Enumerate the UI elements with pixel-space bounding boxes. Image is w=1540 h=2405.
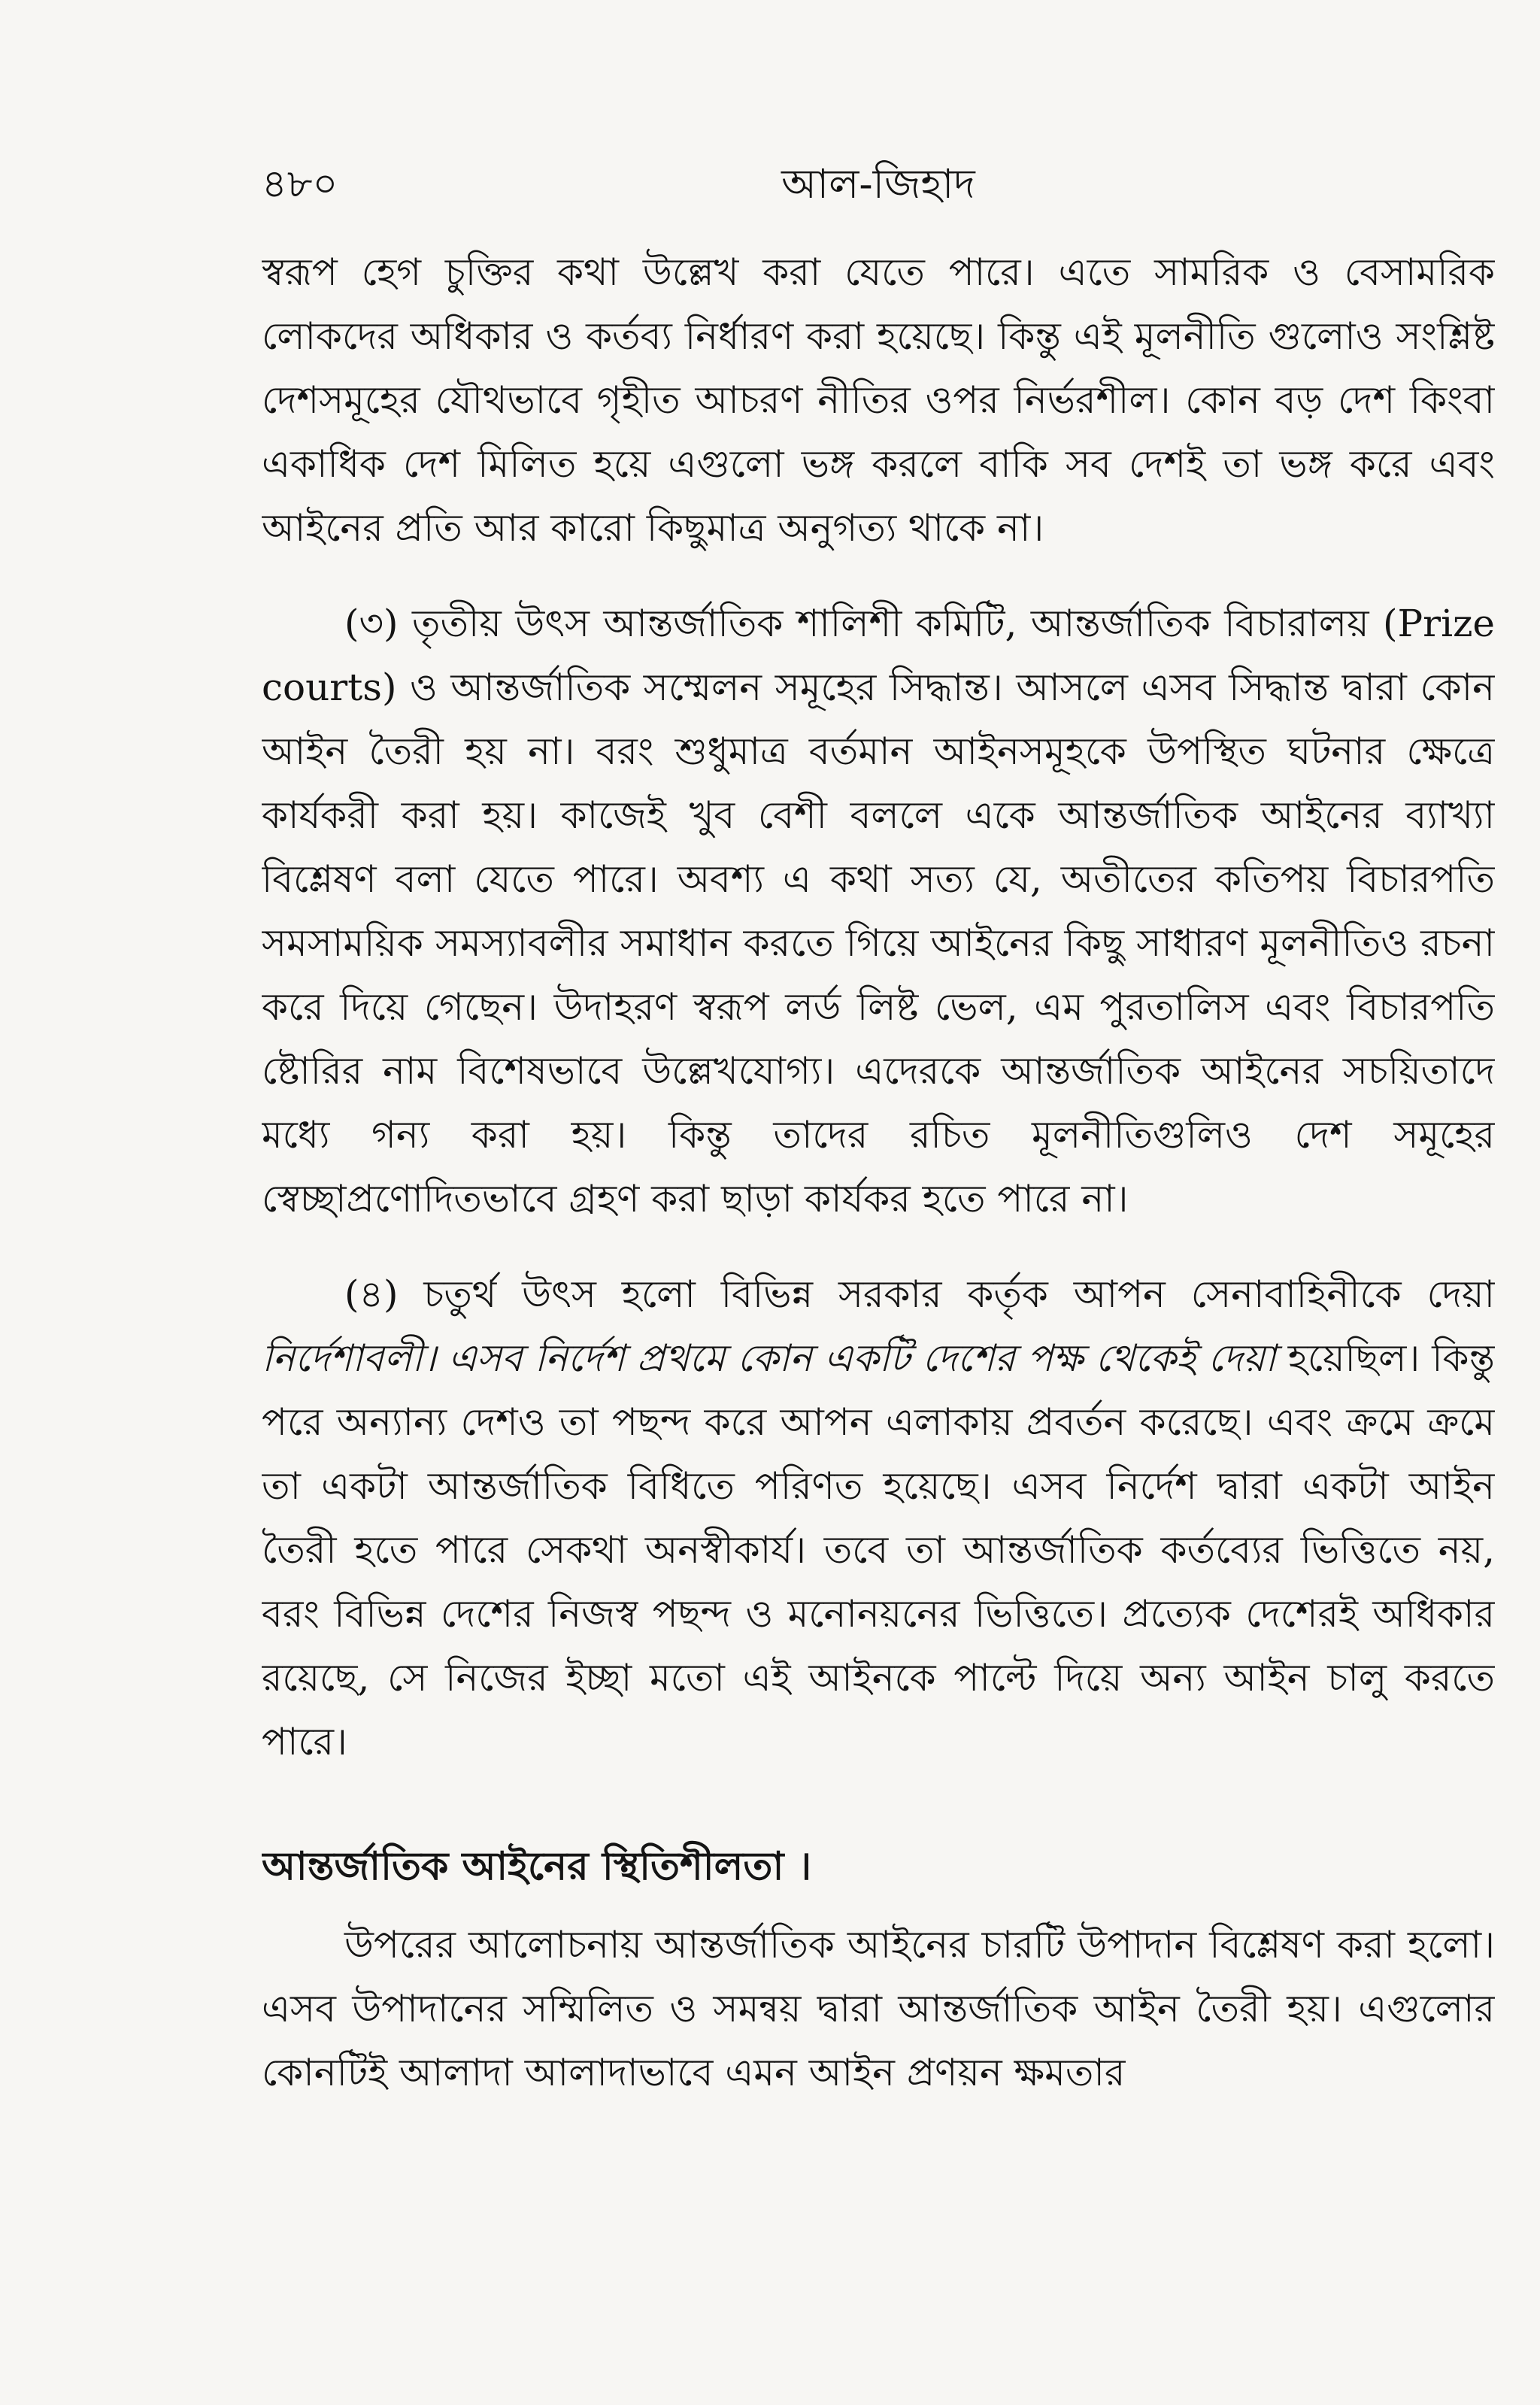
paragraph-fourth-lead: (৪) চতুর্থ উৎস হলো বিভিন্ন সরকার কর্তৃক আপন সেনাবাহিনীকে দেয়া bbox=[344, 1272, 1495, 1316]
running-title: আল-জিহাদ bbox=[781, 160, 975, 208]
paragraph-fourth-source bbox=[262, 1263, 1495, 1774]
page-body bbox=[262, 241, 1495, 2376]
paragraph-third-source: (৩) তৃতীয় উৎস আন্তর্জাতিক শালিশী কমিটি, আন্তর্জাতিক বিচারালয় (Prize courts) ও আন্তর্জাতিক সম্মেলন সমূহের সিদ্ধান্ত। আসলে এসব সিদ্ধান্ত দ্বারা কোন আইন তৈরী হয় না। বরং শুধুমাত্র বর্তমান আইনসমূহকে উপস্থিত ঘটনার ক্ষেত্রে কার্যকরী করা হয়। কাজেই খুব বেশী বললে একে আন্তর্জাতিক আইনের ব্যাখ্যা বিশ্লেষণ বলা যেতে পারে। অবশ্য এ কথা সত্য যে, অতীতের কতিপয় বিচারপতি সমসাময়িক সমস্যাবলীর সমাধান করতে গিয়ে আইনের কিছু সাধারণ মূলনীতিও রচনা করে দিয়ে গেছেন। উদাহরণ স্বরূপ লর্ড লিষ্ট ভেল, এম পুরতালিস এবং বিচারপতি ষ্টোরির নাম বিশেষভাবে উল্লেখযোগ্য। এদেরকে আন্তর্জাতিক আইনের সচয়িতাদে মধ্যে গন্য করা হয়। কিন্তু তাদের রচিত মূলনীতিগুলিও দেশ সমূহের স্বেচ্ছাপ্রণোদিতভাবে গ্রহণ করা ছাড়া কার্যকর হতে পারে না। bbox=[262, 602, 1495, 1221]
paragraph-continued: স্বরূপ হেগ চুক্তির কথা উল্লেখ করা যেতে পারে। এতে সামরিক ও বেসামরিক লোকদের অধিকার ও কর্তব্য নির্ধারণ করা হয়েছে। কিন্তু এই মূলনীতি গুলোও সংশ্লিষ্ট দেশসমূহের যৌথভাবে গৃহীত আচরণ নীতির ওপর নির্ভরশীল। কোন বড় দেশ কিংবা একাধিক দেশ মিলিত হয়ে এগুলো ভঙ্গ করলে বাকি সব দেশই তা ভঙ্গ করে এবং আইনের প্রতি আর কারো কিছুমাত্র অনুগত্য থাকে না। bbox=[262, 250, 1495, 550]
paragraph-fourth-rest: হয়েছিল। কিন্তু পরে অন্যান্য দেশও তা পছন্দ করে আপন এলাকায় প্রবর্তন করেছে। এবং ক্রমে ক্রমে তা একটা আন্তর্জাতিক বিধিতে পরিণত হয়েছে। এসব নির্দেশ দ্বারা একটা আইন তৈরী হতে পারে সেকথা অনস্বীকার্য। তবে তা আন্তর্জাতিক কর্তব্যের ভিত্তিতে নয়, বরং বিভিন্ন দেশের নিজস্ব পছন্দ ও মনোনয়নের ভিত্তিতে। প্রত্যেক দেশেরই অধিকার রয়েছে, সে নিজের ইচ্ছা মতো এই আইনকে পাল্টে দিয়ে অন্য আইন চালু করতে পারে। bbox=[262, 1336, 1495, 1764]
paragraph-fourth-italic: নির্দেশাবলী। এসব নির্দেশ প্রথমে কোন একটি দেশের পক্ষ থেকেই দেয়া bbox=[262, 1336, 1276, 1380]
paragraph-section: উপরের আলোচনায় আন্তর্জাতিক আইনের চারটি উপাদান বিশ্লেষণ করা হলো। এসব উপাদানের সম্মিলিত ও সমন্বয় দ্বারা আন্তর্জাতিক আইন তৈরী হয়। এগুলোর কোনটিই আলাদা আলাদাভাবে এমন আইন প্রণয়ন ক্ষমতার bbox=[262, 1923, 1495, 2094]
page-header bbox=[262, 154, 1495, 214]
page-number: ৪৮০ bbox=[262, 162, 338, 207]
section-heading: আন্তর্জাতিক আইনের স্থিতিশীলতা । bbox=[262, 1843, 812, 1889]
